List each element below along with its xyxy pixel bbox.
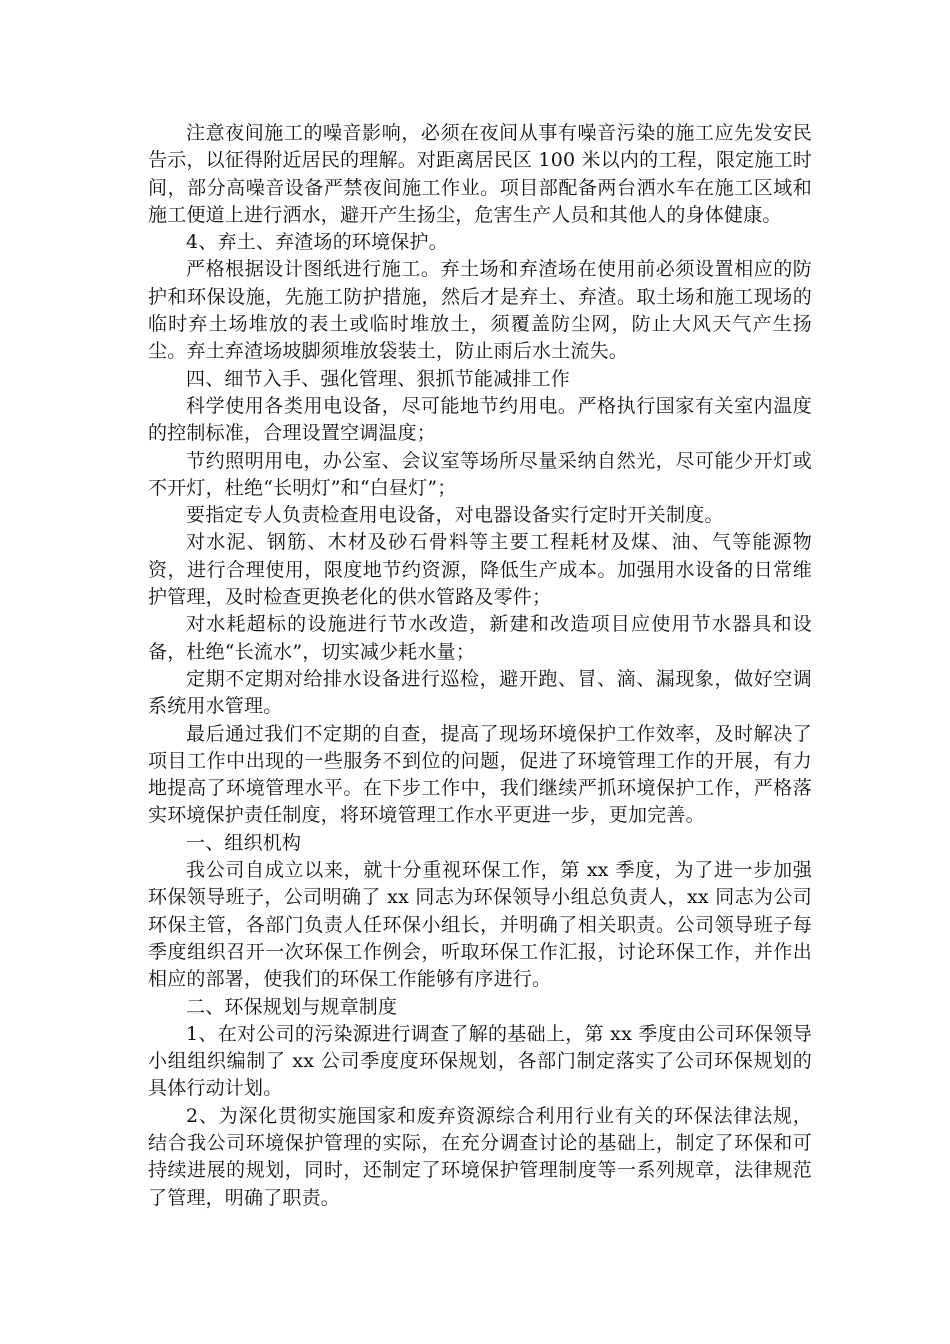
heading-energy-saving: 四、细节入手、强化管理、狠抓节能减排工作: [186, 367, 571, 390]
paragraph-water-saving: 对水耗超标的设施进行节水改造，新建和改造项目应使用节水器具和设备，杜绝“长流水”，切实减少耗水量；: [148, 613, 812, 663]
paragraph-planning-2: 2、为深化贯彻实施国家和废弃资源综合利用行业有关的环保法律法规，结合我公司环境保护管理的实际，在充分调查讨论的基础上，制定了环保和可持续进展的规划，同时，还制定了环境保护管理制度等一系列规章，法律规范了管理，明确了职责。: [148, 1104, 812, 1209]
paragraph-inspection: 定期不定期对给排水设备进行巡检，避开跑、冒、滴、漏现象，做好空调系统用水管理。: [148, 667, 812, 718]
paragraph-spoil-protection: 严格根据设计图纸进行施工。弃土场和弃渣场在使用前必须设置相应的防护和环保设施，先施工防护措施，然后才是弃土、弃渣。取土场和施工现场的临时弃土场堆放的表土或临时堆放土，须覆盖防尘网，防止大风天气产生扬尘。弃土弃渣场坡脚须堆放袋装土，防止雨后水土流失。: [148, 258, 812, 363]
paragraph-lighting: 节约照明用电，办公室、会议室等场所尽量采纳自然光，尽可能少开灯或不开灯，杜绝“长明灯”和“白昼灯”；: [148, 449, 812, 499]
document-body: [148, 120, 812, 1212]
paragraph-electricity: 科学使用各类用电设备，尽可能地节约用电。严格执行国家有关室内温度的控制标准，合理设置空调温度；: [148, 394, 812, 445]
heading-spoil-site: 4、弃土、弃渣场的环境保护。: [186, 231, 448, 254]
heading-organization: 一、组织机构: [186, 831, 302, 854]
heading-planning: 二、环保规划与规章制度: [186, 995, 398, 1018]
paragraph-equipment-check: 要指定专人负责检查用电设备，对电器设备实行定时开关制度。: [186, 504, 724, 527]
paragraph-materials: 对水泥、钢筋、木材及砂石骨料等主要工程耗材及煤、油、气等能源物资，进行合理使用，限度地节约资源，降低生产成本。加强用水设备的日常维护管理，及时检查更换老化的供水管路及零件；: [148, 531, 812, 609]
paragraph-night-noise: 注意夜间施工的噪音影响，必须在夜间从事有噪音污染的施工应先发安民告示，以征得附近居民的理解。对距离居民区 100 米以内的工程，限定施工时间，部分高噪音设备严禁夜间施工作业。项目部配备两台洒水车在施工区域和施工便道上进行洒水，避开产生扬尘，危害生产人员和其他人的身体健康。: [148, 122, 812, 226]
paragraph-organization: 我公司自成立以来，就十分重视环保工作，第 xx 季度，为了进一步加强环保领导班子，公司明确了 xx 同志为环保领导小组总负责人，xx 同志为公司环保主管，各部门负责人任环保小组长，并明确了相关职责。公司领导班子每季度组织召开一次环保工作例会，听取环保工作汇报，讨论环保工作，并作出相应的部署，使我们的环保工作能够有序进行。: [148, 859, 812, 991]
paragraph-planning-1: 1、在对公司的污染源进行调查了解的基础上，第 xx 季度由公司环保领导小组组织编制了 xx 公司季度度环保规划，各部门制定落实了公司环保规划的具体行动计划。: [148, 1022, 812, 1100]
paragraph-summary: 最后通过我们不定期的自查，提高了现场环境保护工作效率，及时解决了项目工作中出现的一些服务不到位的问题，促进了环境管理工作的开展，有力地提高了环境管理水平。在下步工作中，我们继续严抓环境保护工作，严格落实环境保护责任制度，将环境管理工作水平更进一步，更加完善。: [148, 722, 812, 827]
